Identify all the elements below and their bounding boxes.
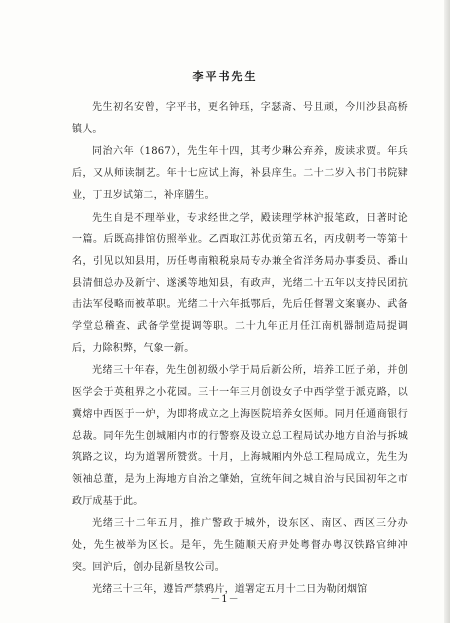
paragraph: 同治六年（1867），先生年十四，其考少琳公弃养，废读求贾。年兵后，又从师读制艺。年十七应试上海，补县庠生。二十二岁入书门书院肄业，丁丑岁试第二，补庠膳生。	[72, 146, 408, 201]
paragraph: 光绪三十年春，先生创初级小学于局后新公所，培养工匠子弟，并创医学会于英租界之小花园。三十一年三月创设女子中西学堂于派克路，以冀熔中西医于一炉，为即将成立之上海医院培养女医师。同月任通商银行总裁。同年先生创城厢内市的行警察及设立总工程局试办地方自治与拆城筑路之议，均为道署所赞赏。十月，上海城厢内外总工程局成立，先生为领袖总董，是为上海地方自治之肇始，宣统年间之城自治与民国初年之市政厅成基于此。	[72, 365, 408, 507]
paragraph: 光绪三十三年，遵旨严禁鸦片，道署定五月十二日为勒闭烟馆	[92, 584, 368, 596]
scan-edge	[444, 0, 450, 623]
paragraph: 先生初名安曾，字平书，更名钟珏，字瑟斋、号且顽，今川沙县高桥镇人。	[72, 102, 408, 135]
paragraph: 先生自是不理举业，专求经世之学，殿读理学林沪报笔政，日著时论一篇。后既高排馆仿照举业。乙酉取江苏优贡第五名，丙戌朝考一等第十名，引见以知县用，历任粤南粮税泉局专办兼全省洋务局办事委员、番山县清佃总办及新宁、遂溪等地知县，有政声，光绪二十五年以支持民团抗击法军侵略而被革职。光绪二十六年抵鄂后，先后任督署文案襄办、武备学堂总稽查、武备学堂提调等职。二十九年正月任江南机器制造局提调后，力除积弊，气象一新。	[72, 212, 408, 354]
paragraph: 光绪三十二年五月，推广警政于城外，设东区、南区、西区三分办处，先生被举为区长。是年，先生随顺天府尹处粤督办粤汉铁路官绅冲突。回沪后，创办昆新垦牧公司。	[72, 518, 408, 573]
page-title: 李平书先生	[192, 70, 258, 83]
page-number: －1－	[210, 594, 240, 605]
document-body	[72, 97, 408, 602]
